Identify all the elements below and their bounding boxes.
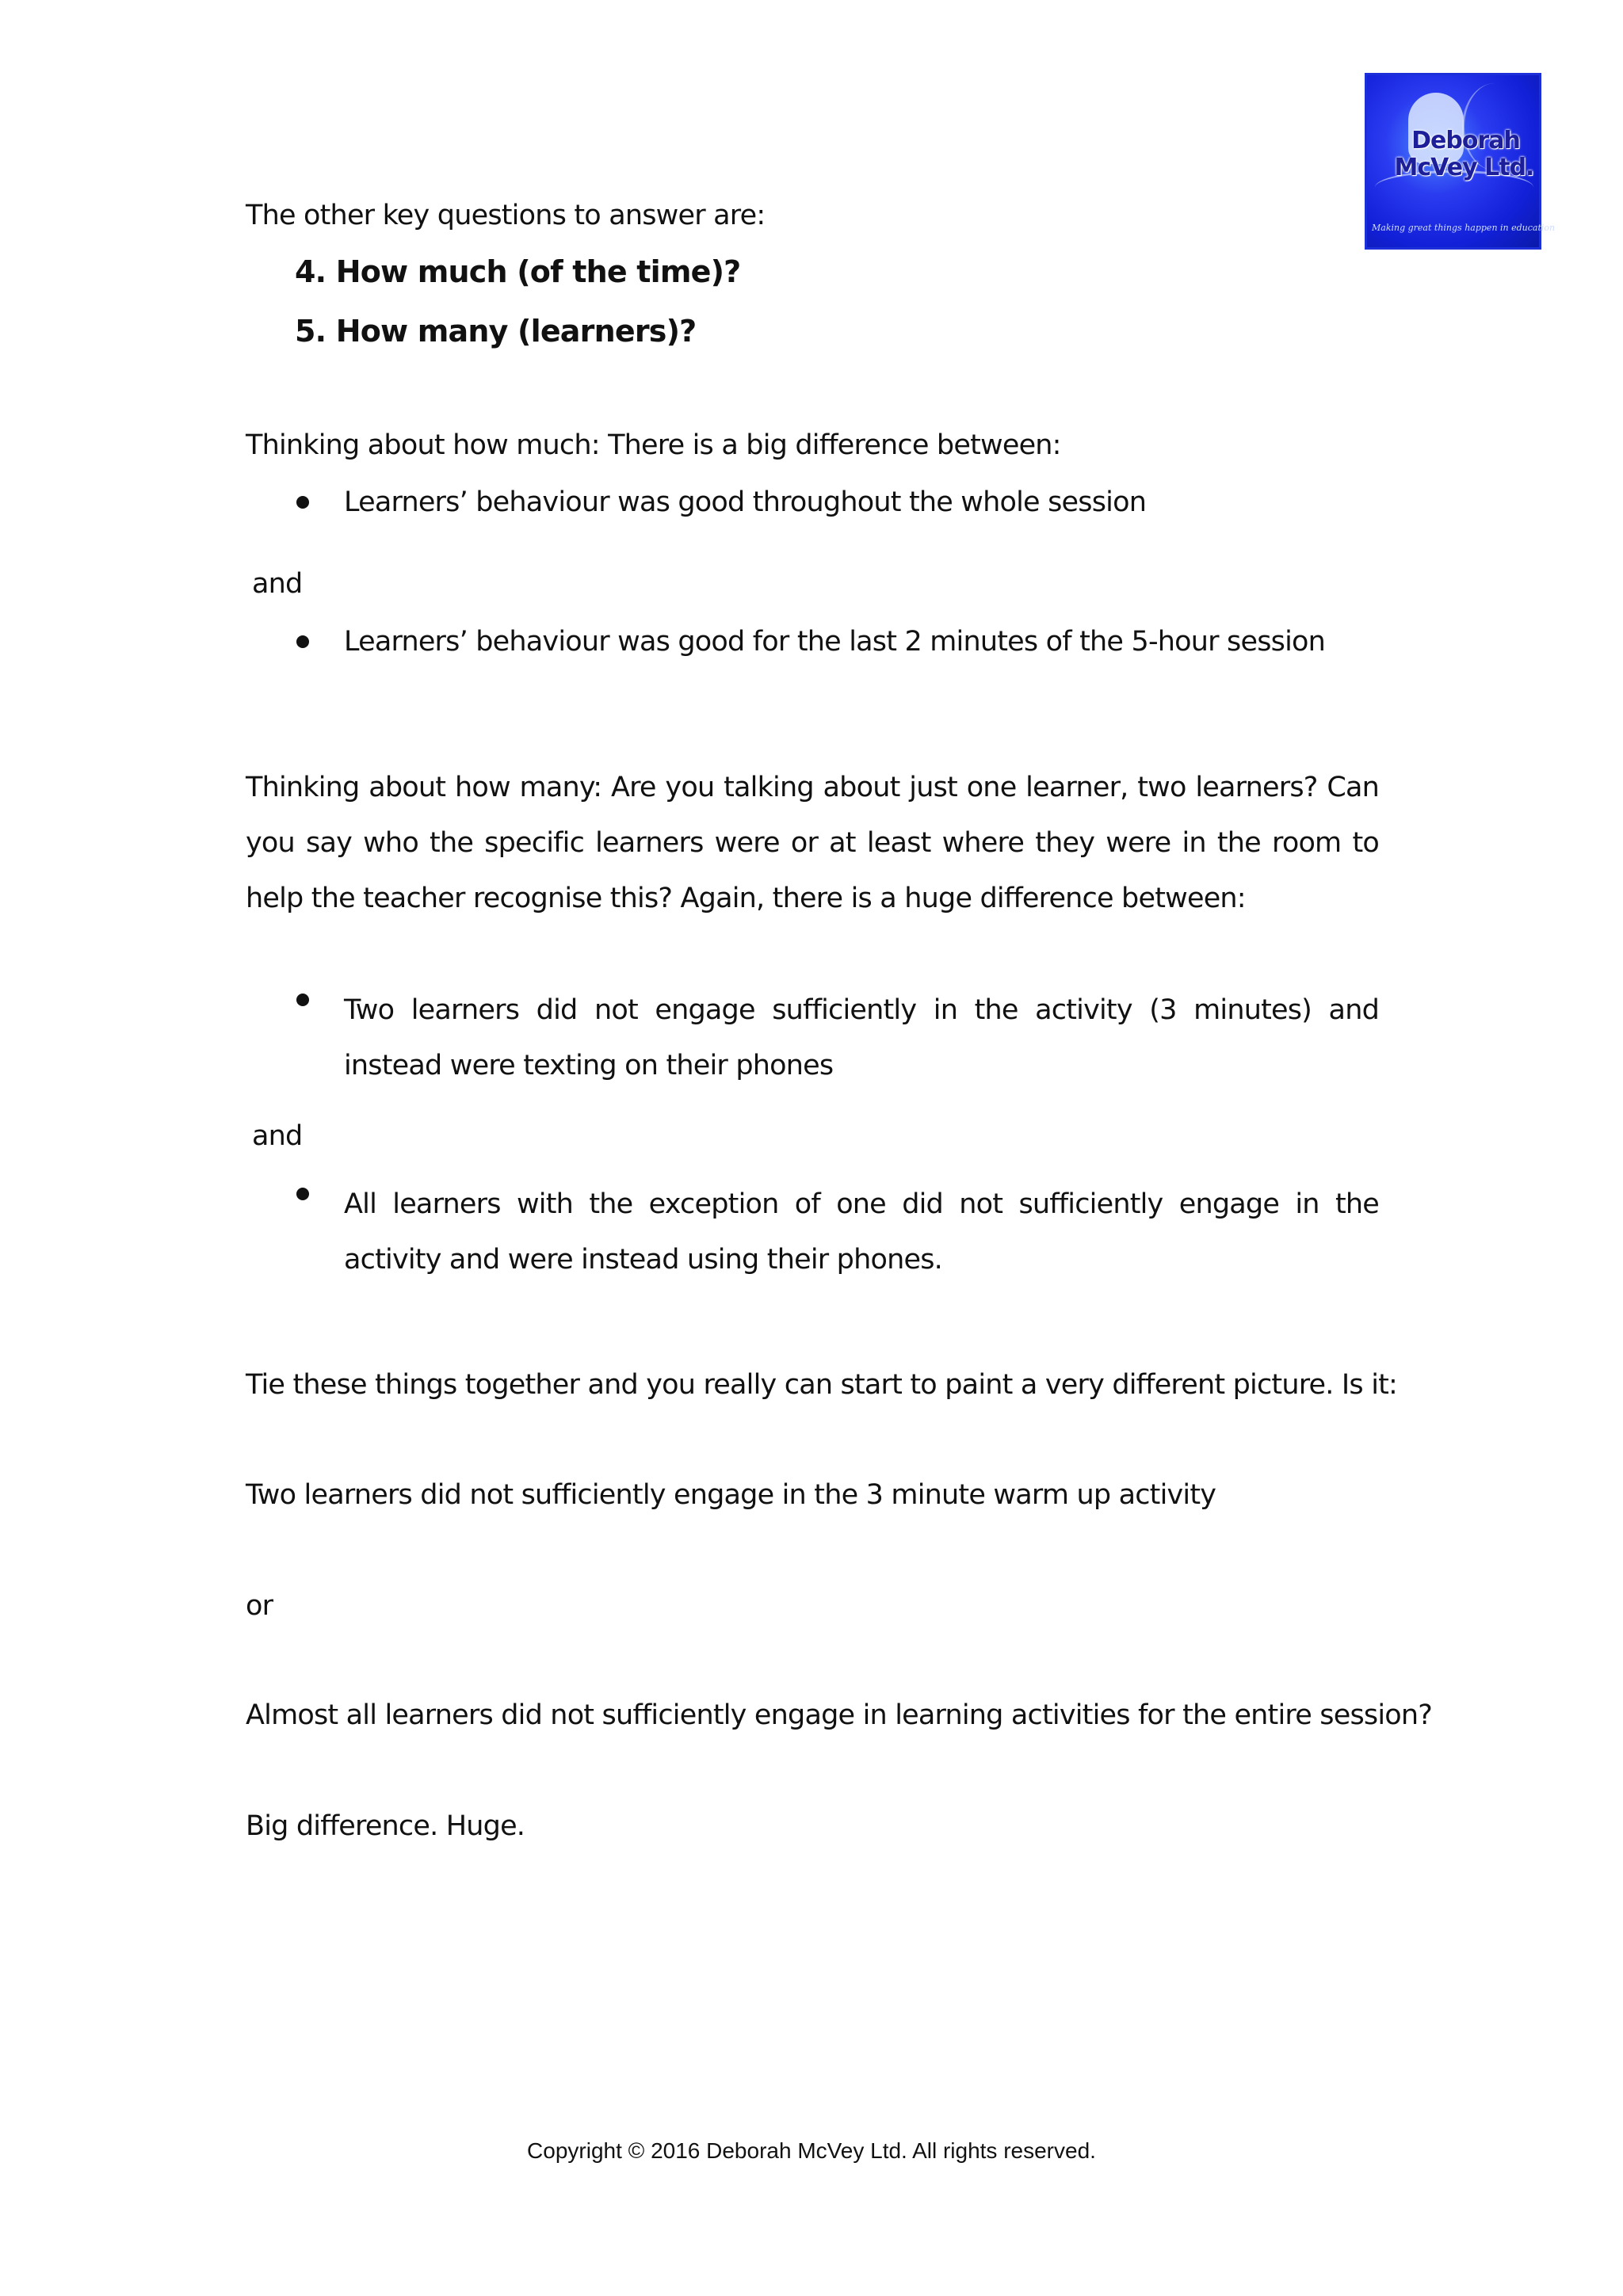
bullet-icon (296, 994, 309, 1006)
how-much-bullet-1: Learners’ behaviour was good throughout the whole session (344, 486, 1147, 518)
copyright-footer: Copyright © 2016 Deborah McVey Ltd. All rights reserved. (527, 2138, 1096, 2163)
or-text: or (246, 1590, 273, 1622)
question-5: 5. How many (learners)? (295, 314, 697, 349)
connector-and: and (252, 568, 303, 600)
logo-name-line2: McVey Ltd. (1394, 154, 1534, 181)
option-1-text: Two learners did not sufficiently engage in the 3 minute warm up activity (246, 1479, 1216, 1511)
connector-and: and (252, 1120, 303, 1152)
bullet-icon (296, 1188, 309, 1200)
how-many-bullet-1: Two learners did not engage sufficiently in the activity (3 minutes) and instead were texting on their phones (344, 994, 1379, 1081)
bullet-icon (296, 635, 309, 648)
how-much-lead: Thinking about how much: There is a big difference between: (246, 429, 1061, 461)
how-many-bullet-2: All learners with the exception of one did not sufficiently engage in the activity and were instead using their phones. (344, 1188, 1379, 1276)
intro-text: The other key questions to answer are: (246, 200, 766, 231)
logo-tagline: Making great things happen in education (1372, 223, 1556, 233)
tie-together-text: Tie these things together and you really can start to paint a very different picture. Is it: (246, 1369, 1398, 1401)
logo-name-line1: Deborah (1411, 127, 1520, 154)
option-2-text: Almost all learners did not sufficiently engage in learning activities for the entire session? (246, 1699, 1433, 1731)
bullet-icon (296, 496, 309, 509)
question-4: 4. How much (of the time)? (295, 254, 741, 289)
company-logo (1365, 73, 1556, 250)
how-many-lead: Thinking about how many: Are you talking about just one learner, two learners? Can you say who the specific learners were or at least where they were in the room to help the teacher recognise this? Again, there is a huge difference between: (246, 772, 1379, 914)
conclusion-text: Big difference. Huge. (246, 1810, 525, 1842)
how-much-bullet-2: Learners’ behaviour was good for the last 2 minutes of the 5-hour session (344, 626, 1326, 658)
